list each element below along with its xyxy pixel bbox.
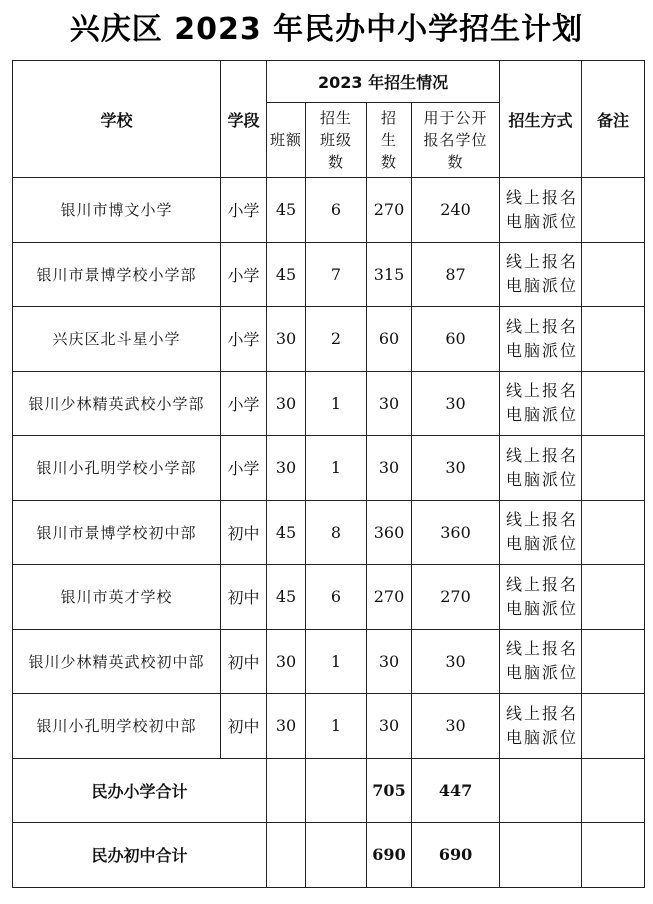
cell-remark [582,242,645,307]
header-class-count: 招生班级数 [306,103,367,178]
total-empty-cell [582,758,645,823]
cell-class-count: 1 [306,629,367,694]
table-row [13,242,645,307]
cell-enroll-count: 315 [367,242,412,307]
cell-enroll-count: 30 [367,629,412,694]
table-row [13,178,645,243]
total-enroll-count: 705 [367,758,412,823]
cell-enroll-count: 30 [367,694,412,759]
cell-method: 线上报名电脑派位 [500,371,582,436]
header-school: 学校 [13,61,221,178]
cell-stage: 初中 [221,694,267,759]
cell-class-count: 8 [306,500,367,565]
cell-school: 兴庆区北斗星小学 [13,307,221,372]
cell-method: 线上报名电脑派位 [500,178,582,243]
header-public-seats: 用于公开报名学位数 [412,103,500,178]
cell-stage: 初中 [221,565,267,630]
cell-enroll-count: 30 [367,436,412,501]
header-enroll-group: 2023 年招生情况 [267,61,500,103]
cell-remark [582,178,645,243]
cell-stage: 小学 [221,178,267,243]
cell-remark [582,371,645,436]
cell-school: 银川市景博学校初中部 [13,500,221,565]
table-row [13,500,645,565]
cell-enroll-count: 270 [367,178,412,243]
cell-class-quota: 45 [267,500,306,565]
cell-class-quota: 45 [267,242,306,307]
cell-method: 线上报名电脑派位 [500,694,582,759]
cell-public-seats: 30 [412,694,500,759]
cell-stage: 小学 [221,242,267,307]
cell-school: 银川小孔明学校初中部 [13,694,221,759]
cell-remark [582,307,645,372]
cell-enroll-count: 270 [367,565,412,630]
header-stage: 学段 [221,61,267,178]
cell-stage: 初中 [221,629,267,694]
cell-enroll-count: 30 [367,371,412,436]
total-enroll-count: 690 [367,823,412,888]
cell-public-seats: 360 [412,500,500,565]
cell-enroll-count: 360 [367,500,412,565]
total-empty-cell [500,823,582,888]
cell-class-quota: 30 [267,694,306,759]
cell-method: 线上报名电脑派位 [500,565,582,630]
page-title: 兴庆区 2023 年民办中小学招生计划 [69,12,584,47]
total-empty-cell [306,823,367,888]
cell-class-count: 1 [306,371,367,436]
table-row [13,436,645,501]
cell-class-count: 7 [306,242,367,307]
cell-method: 线上报名电脑派位 [500,436,582,501]
cell-class-count: 2 [306,307,367,372]
cell-school: 银川市景博学校小学部 [13,242,221,307]
total-label: 民办初中合计 [13,823,267,888]
table-row [13,694,645,759]
cell-method: 线上报名电脑派位 [500,307,582,372]
cell-school: 银川少林精英武校小学部 [13,371,221,436]
cell-class-quota: 45 [267,178,306,243]
cell-class-count: 1 [306,694,367,759]
table-row [13,629,645,694]
total-empty-cell [306,758,367,823]
total-empty-cell [582,823,645,888]
cell-method: 线上报名电脑派位 [500,242,582,307]
cell-remark [582,629,645,694]
enrollment-plan-table [12,60,645,888]
cell-school: 银川小孔明学校小学部 [13,436,221,501]
cell-class-count: 6 [306,565,367,630]
cell-school: 银川市博文小学 [13,178,221,243]
cell-stage: 小学 [221,436,267,501]
header-method: 招生方式 [500,61,582,178]
cell-public-seats: 240 [412,178,500,243]
cell-public-seats: 30 [412,436,500,501]
cell-school: 银川市英才学校 [13,565,221,630]
cell-remark [582,500,645,565]
cell-public-seats: 30 [412,371,500,436]
total-public-seats: 447 [412,758,500,823]
total-row-primary [13,758,645,823]
cell-public-seats: 60 [412,307,500,372]
header-enroll-count: 招生数 [367,103,412,178]
cell-method: 线上报名电脑派位 [500,500,582,565]
table-row [13,371,645,436]
cell-class-quota: 30 [267,629,306,694]
cell-remark [582,694,645,759]
cell-class-quota: 30 [267,371,306,436]
header-row-top [13,61,645,103]
table-row [13,307,645,372]
cell-stage: 小学 [221,307,267,372]
cell-remark [582,565,645,630]
total-row-junior [13,823,645,888]
cell-public-seats: 87 [412,242,500,307]
cell-class-count: 1 [306,436,367,501]
cell-class-quota: 45 [267,565,306,630]
total-empty-cell [500,758,582,823]
total-empty-cell [267,823,306,888]
cell-remark [582,436,645,501]
cell-class-quota: 30 [267,436,306,501]
cell-enroll-count: 60 [367,307,412,372]
table-row [13,565,645,630]
cell-method: 线上报名电脑派位 [500,629,582,694]
header-remark: 备注 [582,61,645,178]
header-class-quota: 班额 [267,103,306,178]
cell-public-seats: 270 [412,565,500,630]
cell-stage: 初中 [221,500,267,565]
total-public-seats: 690 [412,823,500,888]
total-empty-cell [267,758,306,823]
cell-stage: 小学 [221,371,267,436]
cell-class-quota: 30 [267,307,306,372]
total-label: 民办小学合计 [13,758,267,823]
cell-public-seats: 30 [412,629,500,694]
cell-class-count: 6 [306,178,367,243]
cell-school: 银川少林精英武校初中部 [13,629,221,694]
